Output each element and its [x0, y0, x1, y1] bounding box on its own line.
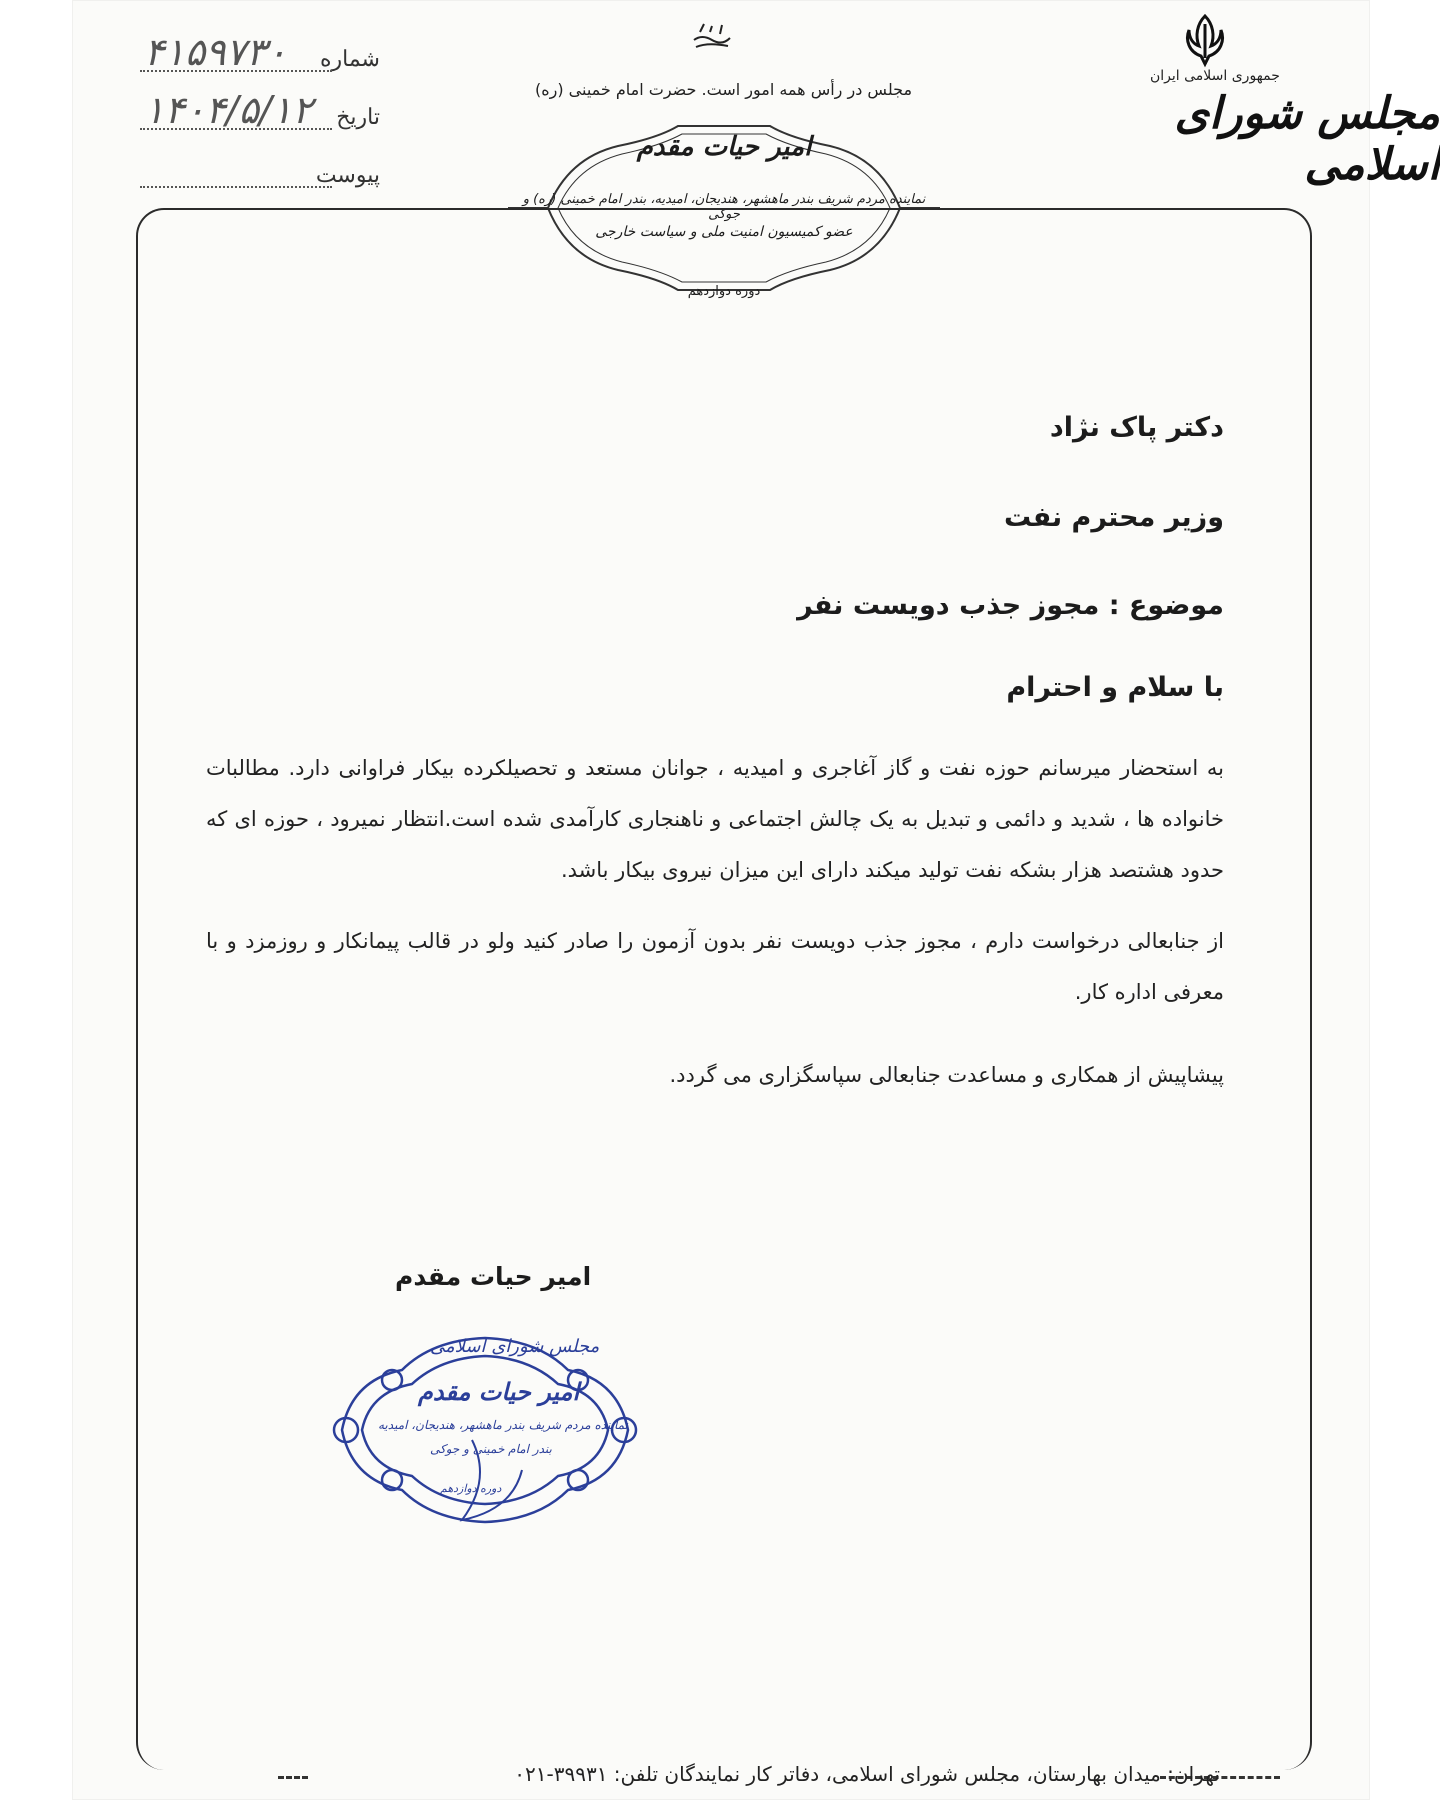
date-row	[140, 72, 380, 130]
letterhead-name: امیر حیات مقدم	[636, 132, 812, 162]
body-paragraph-1: به استحضار میرسانم حوزه نفت و گاز آغاجری و امیدیه ، جوانان مستعد و تحصیلکرده بیکار فراوانی دارد. مطالبات خانواده ها ، شدید و دائمی و تبدیل به یک چالش اجتماعی و ناهنجاری کارآمدی شده است.انتظار نمیرود ، حوزه ای که حدود هشتصد هزار بشکه نفت تولید میکند دارای این میزان نیروی بیکار باشد.	[206, 756, 1224, 882]
number-row	[140, 14, 380, 72]
footer-address: تهران: میدان بهارستان، مجلس شورای اسلامی، دفاتر کار نمایندگان تلفن: ۳۹۹۳۱-۰۲۱	[514, 1762, 1220, 1786]
stamp-term: دوره دوازدهم	[440, 1482, 502, 1495]
letterhead-committee: عضو کمیسیون امنیت ملی و سیاست خارجی	[595, 224, 853, 240]
number-value: ۴۱۵۹۷۳۰	[140, 30, 332, 72]
attachment-label: پیوست	[315, 163, 380, 188]
letter-meta	[140, 14, 380, 188]
stamp-line1: نماینده مردم شریف بندر ماهشهر، هندیجان، امیدیه	[378, 1418, 628, 1432]
body-paragraph-3: پیشاپیش از همکاری و مساعدت جنابعالی سپاسگزاری می گردد.	[669, 1063, 1224, 1087]
attachment-row	[140, 130, 380, 188]
bismillah-calligraphy-icon	[690, 20, 734, 54]
motto-text: مجلس در رأس همه امور است. حضرت امام خمینی (ره)	[535, 80, 913, 99]
stamp-line2: بندر امام خمینی و جوکی	[430, 1442, 552, 1456]
subject-line: موضوع : مجوز جذب دویست نفر	[797, 590, 1224, 621]
attachment-value	[140, 166, 332, 188]
footer-rule-left	[278, 1776, 308, 1779]
iran-emblem-icon	[1175, 10, 1235, 70]
date-label: تاریخ	[336, 105, 380, 130]
letterhead-term: دوره دوازدهم	[687, 284, 761, 299]
letterhead-constituency: نماینده مردم شریف بندر ماهشهر، هندیجان، امیدیه، بندر امام خمینی (ره) و جوکی	[522, 192, 926, 222]
stamp-name: امیر حیات مقدم	[418, 1378, 580, 1406]
number-label: شماره	[319, 47, 380, 72]
brand-name: مجلس شورای اسلامی	[1174, 88, 1440, 190]
addressee-title: وزیر محترم نفت	[1004, 502, 1224, 533]
body-paragraph-2: از جنابعالی درخواست دارم ، مجوز جذب دویست نفر بدون آزمون را صادر کنید ولو در قالب پیمانکار و روزمزد و با معرفی اداره کار.	[206, 929, 1224, 1004]
addressee: دکتر پاک نژاد	[1049, 412, 1224, 443]
signature-name: امیر حیات مقدم	[395, 1262, 592, 1291]
brand-country: جمهوری اسلامی ایران	[1150, 68, 1280, 84]
date-value: ۱۴۰۴/۵/۱۲	[140, 88, 332, 130]
stamp-org: مجلس شورای اسلامی	[430, 1336, 600, 1357]
greeting: با سلام و احترام	[1006, 672, 1224, 703]
